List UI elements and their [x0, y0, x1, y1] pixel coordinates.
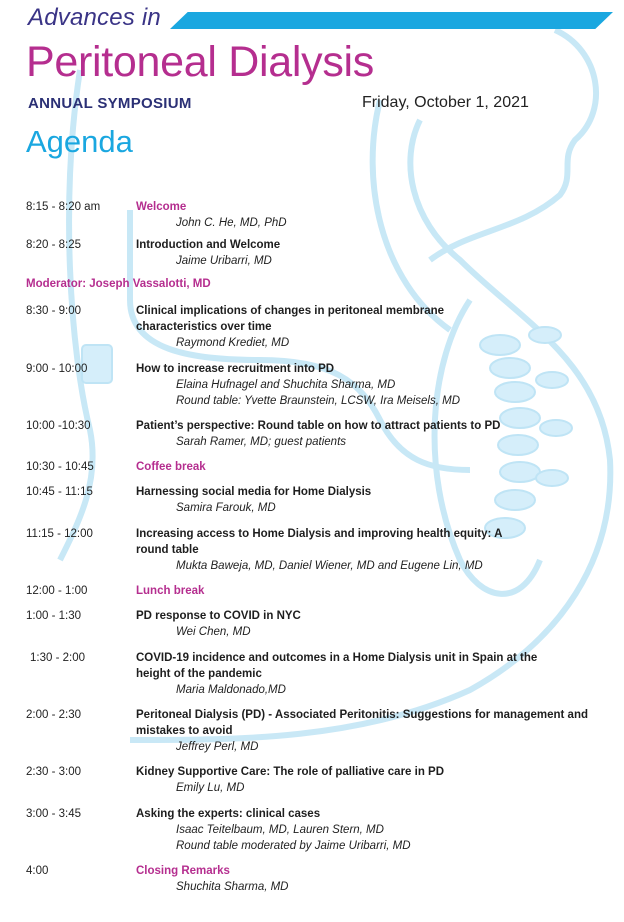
- agenda-speaker: Shuchita Sharma, MD: [176, 881, 289, 893]
- agenda-speaker: John C. He, MD, PhD: [176, 217, 287, 229]
- agenda-title: Kidney Supportive Care: The role of palliative care in PD: [136, 766, 445, 778]
- agenda-title: Introduction and Welcome: [136, 239, 281, 251]
- agenda-time: 11:15 - 12:00: [26, 528, 93, 540]
- agenda-title: Coffee break: [136, 461, 206, 473]
- agenda-time: 8:20 - 8:25: [26, 239, 81, 251]
- agenda-title: Asking the experts: clinical cases: [136, 808, 321, 820]
- agenda-heading: Agenda: [26, 124, 133, 159]
- agenda-speaker: Mukta Baweja, MD, Daniel Wiener, MD and Eugene Lin, MD: [176, 560, 483, 572]
- agenda-title: Harnessing social media for Home Dialysis: [136, 486, 372, 498]
- agenda-time: 10:45 - 11:15: [26, 486, 93, 498]
- agenda-speaker: Jaime Uribarri, MD: [176, 255, 272, 267]
- agenda-speaker: Elaina Hufnagel and Shuchita Sharma, MD: [176, 379, 396, 391]
- agenda-speaker: Isaac Teitelbaum, MD, Lauren Stern, MD: [176, 824, 384, 836]
- agenda-time: 12:00 - 1:00: [26, 585, 88, 597]
- agenda-speaker: Samira Farouk, MD: [176, 502, 276, 514]
- agenda-time: 1:30 - 2:00: [30, 652, 85, 664]
- agenda-speaker: Round table: Yvette Braunstein, LCSW, Ira Meisels, MD: [176, 395, 461, 407]
- agenda-title: PD response to COVID in NYC: [136, 610, 301, 622]
- agenda-speaker: Wei Chen, MD: [176, 626, 251, 638]
- agenda-time: 4:00: [26, 865, 49, 877]
- annual-symposium-label: ANNUAL SYMPOSIUM: [28, 95, 192, 112]
- header-advances: Advances in: [28, 4, 161, 31]
- agenda-speaker: Emily Lu, MD: [176, 782, 245, 794]
- agenda-time: 2:30 - 3:00: [26, 766, 81, 778]
- agenda-speaker: Maria Maldonado,MD: [176, 684, 286, 696]
- agenda-time: 8:30 - 9:00: [26, 305, 81, 317]
- agenda-speaker: Jeffrey Perl, MD: [176, 741, 259, 753]
- agenda-speaker: Round table moderated by Jaime Uribarri, MD: [176, 840, 411, 852]
- agenda-time: 9:00 - 10:00: [26, 363, 88, 375]
- agenda-title: Lunch break: [136, 585, 205, 597]
- agenda-time: 2:00 - 2:30: [26, 709, 81, 721]
- event-date: Friday, October 1, 2021: [362, 94, 529, 111]
- agenda-speaker: Sarah Ramer, MD; guest patients: [176, 436, 347, 448]
- agenda-time: 3:00 - 3:45: [26, 808, 81, 820]
- agenda-title: Patient’s perspective: Round table on how to attract patients to PD: [136, 420, 501, 432]
- agenda-time: 1:00 - 1:30: [26, 610, 81, 622]
- agenda-title: Closing Remarks: [136, 865, 230, 877]
- agenda-title: Increasing access to Home Dialysis and improving health equity: A round table: [136, 528, 502, 556]
- agenda-title: Peritoneal Dialysis (PD) - Associated Peritonitis: Suggestions for management and mistakes to avoid: [136, 709, 589, 737]
- agenda-title: COVID-19 incidence and outcomes in a Home Dialysis unit in Spain at the height of the pandemic: [136, 652, 538, 680]
- agenda-time: 10:00 -10:30: [26, 420, 91, 432]
- agenda-time: 10:30 - 10:45: [26, 461, 94, 473]
- agenda-title: Welcome: [136, 201, 187, 213]
- agenda-title: Clinical implications of changes in peritoneal membrane characteristics over time: [136, 305, 445, 333]
- agenda-time: 8:15 - 8:20 am: [26, 201, 101, 213]
- agenda-title: How to increase recruitment into PD: [136, 363, 335, 375]
- moderator-label: Moderator: Joseph Vassalotti, MD: [26, 278, 211, 290]
- agenda-speaker: Raymond Krediet, MD: [176, 337, 290, 349]
- page-title: Peritoneal Dialysis: [26, 38, 375, 86]
